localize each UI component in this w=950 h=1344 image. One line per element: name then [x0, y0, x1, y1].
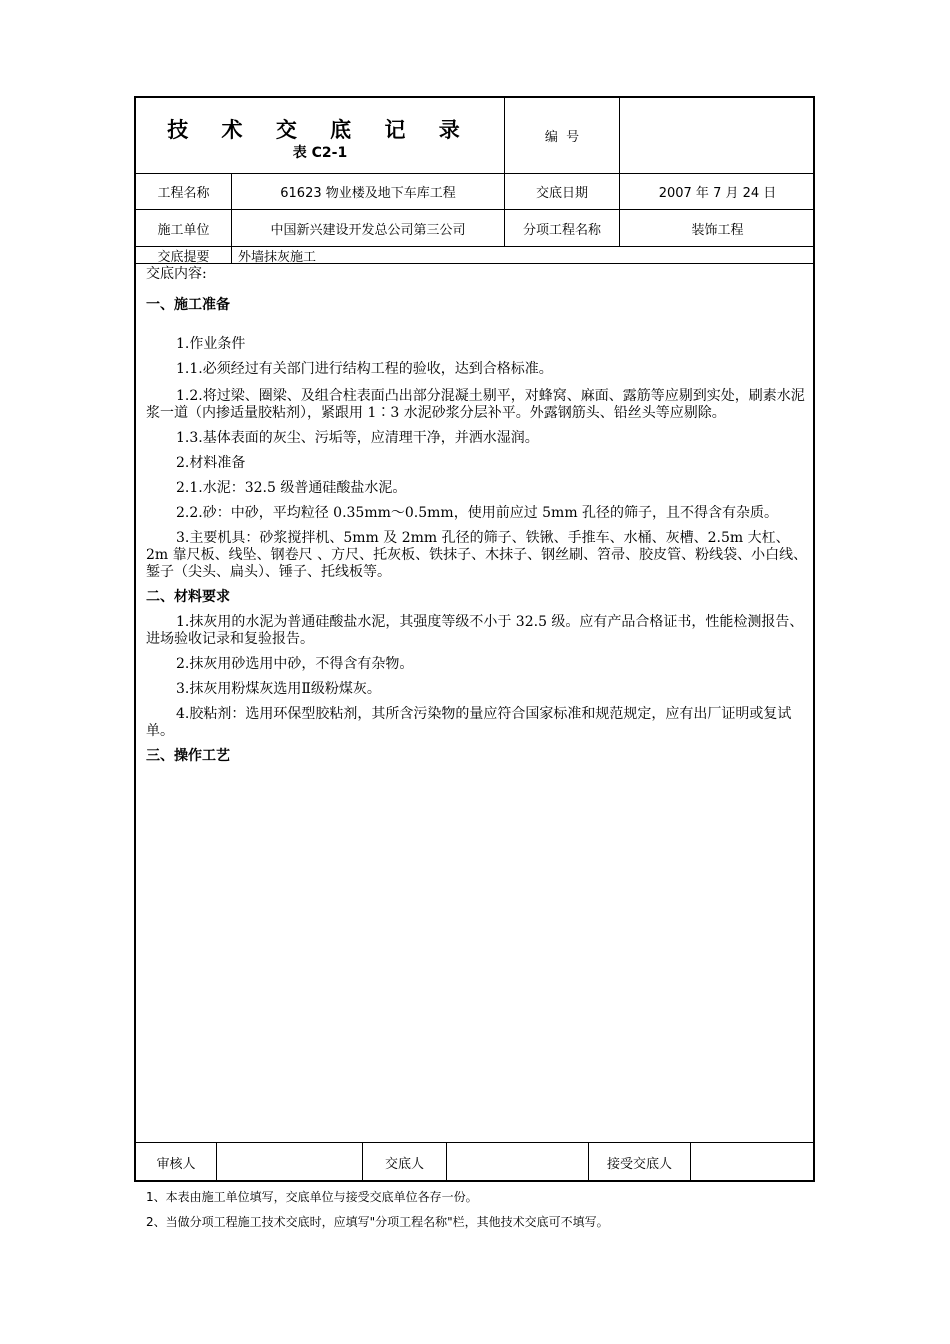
tech-disclosure-form [134, 96, 815, 1182]
content-paragraph: 3.抹灰用粉煤灰选用Ⅱ级粉煤灰。 [176, 681, 381, 697]
section-heading: 一、施工准备 [146, 297, 230, 313]
subproject-value: 装饰工程 [691, 222, 744, 238]
content-paragraph: 2.材料准备 [176, 455, 246, 471]
receiver-field[interactable] [691, 1143, 813, 1181]
date-label: 交底日期 [535, 186, 588, 201]
content-paragraph: 3.主要机具：砂浆搅拌机、5mm 及 2mm 孔径的筛子、铁锹、手推车、水桶、灰槽、2.5m 大杠、2m 靠尺板、线坠、钢卷尺 、方尺、托灰板、铁抹子、木抹子、钢丝刷、笤帚、胶皮管、粉线袋、小白线、錾子（尖头、扁头）、锤子、托线板等。 [146, 530, 808, 580]
content-paragraph: 4.胶粘剂：选用环保型胶粘剂，其所含污染物的量应符合国家标准和规范规定，应有出厂证明或复试单。 [146, 706, 792, 739]
content-paragraph: 2.1.水泥：32.5 级普通硅酸盐水泥。 [176, 480, 407, 496]
content-paragraph: 1.3.基体表面的灰尘、污垢等，应清理干净，并洒水湿润。 [176, 430, 539, 446]
contractor-label: 施工单位 [157, 222, 210, 238]
project-name-label: 工程名称 [157, 186, 210, 201]
summary-value: 外墙抹灰施工 [238, 249, 317, 265]
disclosure-content [146, 266, 808, 765]
number-label: 编 号 [544, 130, 580, 145]
content-paragraph: 2.抹灰用砂选用中砂，不得含有杂物。 [176, 656, 414, 672]
footnote: 2、当做分项工程施工技术交底时，应填写"分项工程名称"栏，其他技术交底可不填写。 [146, 1215, 609, 1229]
content-paragraph: 1.抹灰用的水泥为普通硅酸盐水泥，其强度等级不小于 32.5 级。应有产品合格证书，性能检测报告、进场验收记录和复验报告。 [146, 614, 804, 647]
number-value[interactable] [620, 98, 815, 173]
content-paragraph: 2.2.砂：中砂，平均粒径 0.35mm～0.5mm，使用前应过 5mm 孔径的筛子，且不得含有杂质。 [176, 505, 779, 521]
content-label: 交底内容: [146, 266, 207, 282]
contractor-value: 中国新兴建设开发总公司第三公司 [270, 222, 466, 238]
discloser-label: 交底人 [384, 1156, 424, 1172]
summary-label: 交底提要 [157, 249, 210, 265]
content-paragraph: 1.2.将过梁、圈梁、及组合柱表面凸出部分混凝土剔平，对蜂窝、麻面、露筋等应剔到实处，刷素水泥浆一道（内掺适量胶粘剂），紧跟用 1∶3 水泥砂浆分层补平。外露钢筋头、铅丝头等应剔除。 [146, 388, 805, 421]
subproject-label: 分项工程名称 [522, 222, 601, 238]
content-paragraph: 1.作业条件 [176, 336, 246, 352]
receiver-label: 接受交底人 [606, 1156, 672, 1172]
reviewer-field[interactable] [217, 1143, 362, 1181]
discloser-field[interactable] [447, 1143, 588, 1181]
form-code: 表 C2-1 [292, 145, 348, 161]
section-heading: 三、操作工艺 [146, 748, 230, 764]
reviewer-label: 审核人 [156, 1156, 196, 1172]
date-value: 2007 年 7 月 24 日 [658, 186, 777, 201]
content-paragraph: 1.1.必须经过有关部门进行结构工程的验收，达到合格标准。 [176, 361, 553, 377]
project-name-value: 61623 物业楼及地下车库工程 [280, 186, 456, 201]
section-heading: 二、材料要求 [146, 589, 230, 605]
form-title: 技 术 交 底 记 录 [167, 117, 473, 142]
footnote: 1、本表由施工单位填写，交底单位与接受交底单位各存一份。 [146, 1190, 478, 1204]
